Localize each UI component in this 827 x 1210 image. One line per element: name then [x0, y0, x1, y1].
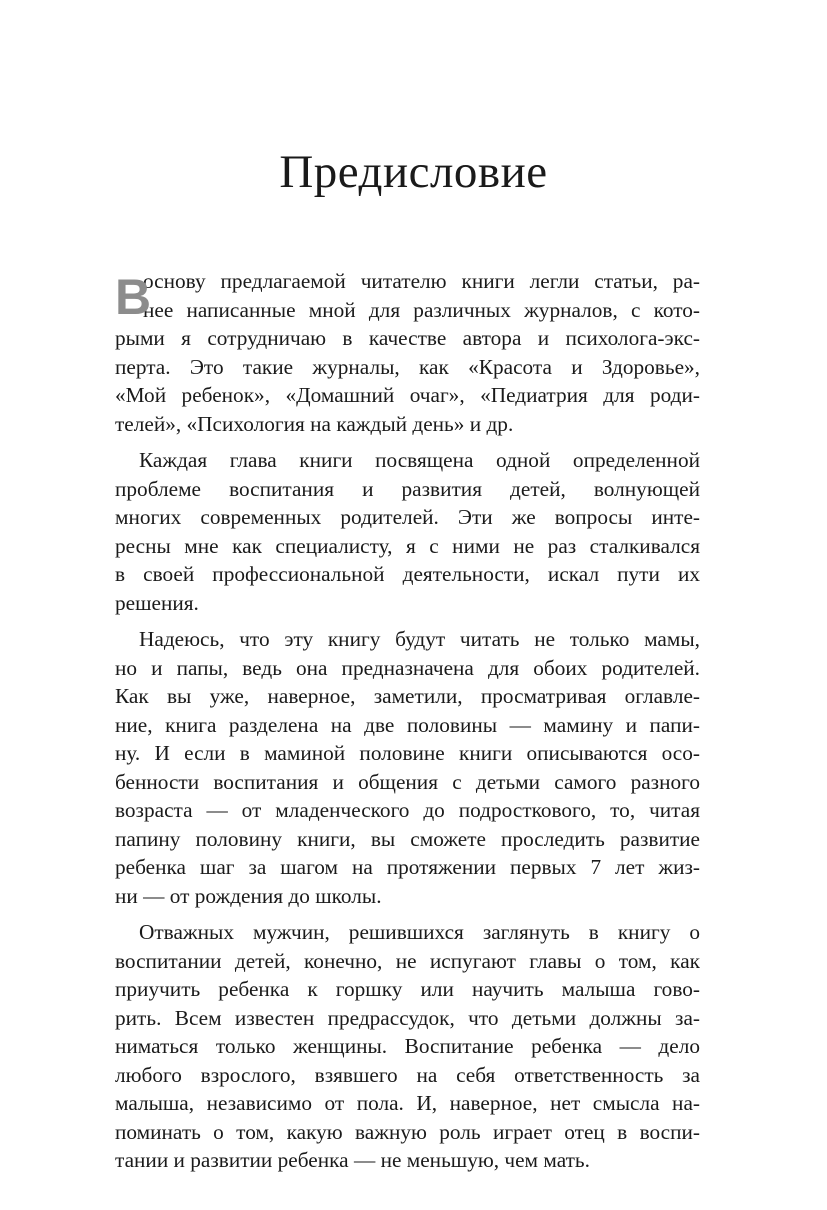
text-line: возраста — от младенческого до подросткового, то, читая: [115, 798, 700, 822]
text-line: рыми я сотрудничаю в качестве автора и психолога-экс-: [115, 326, 700, 350]
text-line: Отважных мужчин, решившихся заглянуть в книгу о: [139, 920, 700, 944]
text-line: многих современных родителей. Эти же вопросы инте-: [115, 505, 700, 529]
text-line: малыша, независимо от пола. И, наверное, нет смысла на-: [115, 1091, 700, 1115]
paragraph-gap: [115, 617, 700, 625]
text-line: Как вы уже, наверное, заметили, просматривая оглавле-: [115, 684, 700, 708]
text-line: основу предлагаемой читателю книги легли статьи, ра-: [143, 269, 700, 293]
paragraph: [115, 267, 700, 438]
text-line: любого взрослого, взявшего на себя ответственность за: [115, 1062, 700, 1087]
text-line: тании и развитии ребенка — не меньшую, чем мать.: [115, 1148, 590, 1172]
text-line: в своей профессиональной деятельности, искал пути их: [115, 562, 700, 586]
paragraph: [115, 918, 700, 1175]
text-line: поминать о том, какую важную роль играет отец в воспи-: [115, 1119, 700, 1144]
text-line: но и папы, ведь она предназначена для обоих родителей.: [115, 655, 700, 680]
text-line: проблеме воспитания и развития детей, волнующей: [115, 476, 700, 501]
text-line: ресны мне как специалисту, я с ними не раз сталкивался: [115, 533, 700, 558]
text-line: нее написанные мной для различных журналов, с кото-: [143, 297, 700, 322]
drop-cap: В: [115, 269, 152, 325]
paragraph: [115, 446, 700, 617]
text-line: Надеюсь, что эту книгу будут читать не только мамы,: [139, 627, 700, 651]
text-line: воспитании детей, конечно, не испугают главы о том, как: [115, 948, 700, 973]
text-line: перта. Это такие журналы, как «Красота и Здоровье»,: [115, 354, 700, 379]
paragraph-gap: [115, 910, 700, 918]
text-line: ну. И если в маминой половине книги описываются осо-: [115, 741, 700, 765]
text-line: рить. Всем известен предрассудок, что детьми должны за-: [115, 1005, 700, 1030]
text-line: «Мой ребенок», «Домашний очаг», «Педиатрия для роди-: [115, 383, 700, 407]
text-line: телей», «Психология на каждый день» и др.: [115, 411, 514, 436]
text-line: ребенка шаг за шагом на протяжении первых 7 лет жиз-: [115, 855, 700, 879]
text-line: ни — от рождения до школы.: [115, 883, 382, 908]
page-title: Предисловие: [279, 146, 548, 198]
text-line: приучить ребенка к горшку или научить малыша гово-: [115, 977, 700, 1001]
text-line: Каждая глава книги посвящена одной определенной: [139, 448, 700, 472]
text-line: ние, книга разделена на две половины — мамину и папи-: [115, 712, 700, 737]
paragraph: [115, 625, 700, 910]
paragraphs: [115, 267, 700, 1175]
text-line: папину половину книги, вы сможете проследить развитие: [115, 826, 700, 851]
text-line: бенности воспитания и общения с детьми самого разного: [115, 769, 700, 794]
text-line: ниматься только женщины. Воспитание ребенка — дело: [115, 1034, 700, 1058]
paragraph-gap: [115, 438, 700, 446]
body-text: [115, 267, 700, 1175]
text-line: решения.: [115, 590, 199, 615]
